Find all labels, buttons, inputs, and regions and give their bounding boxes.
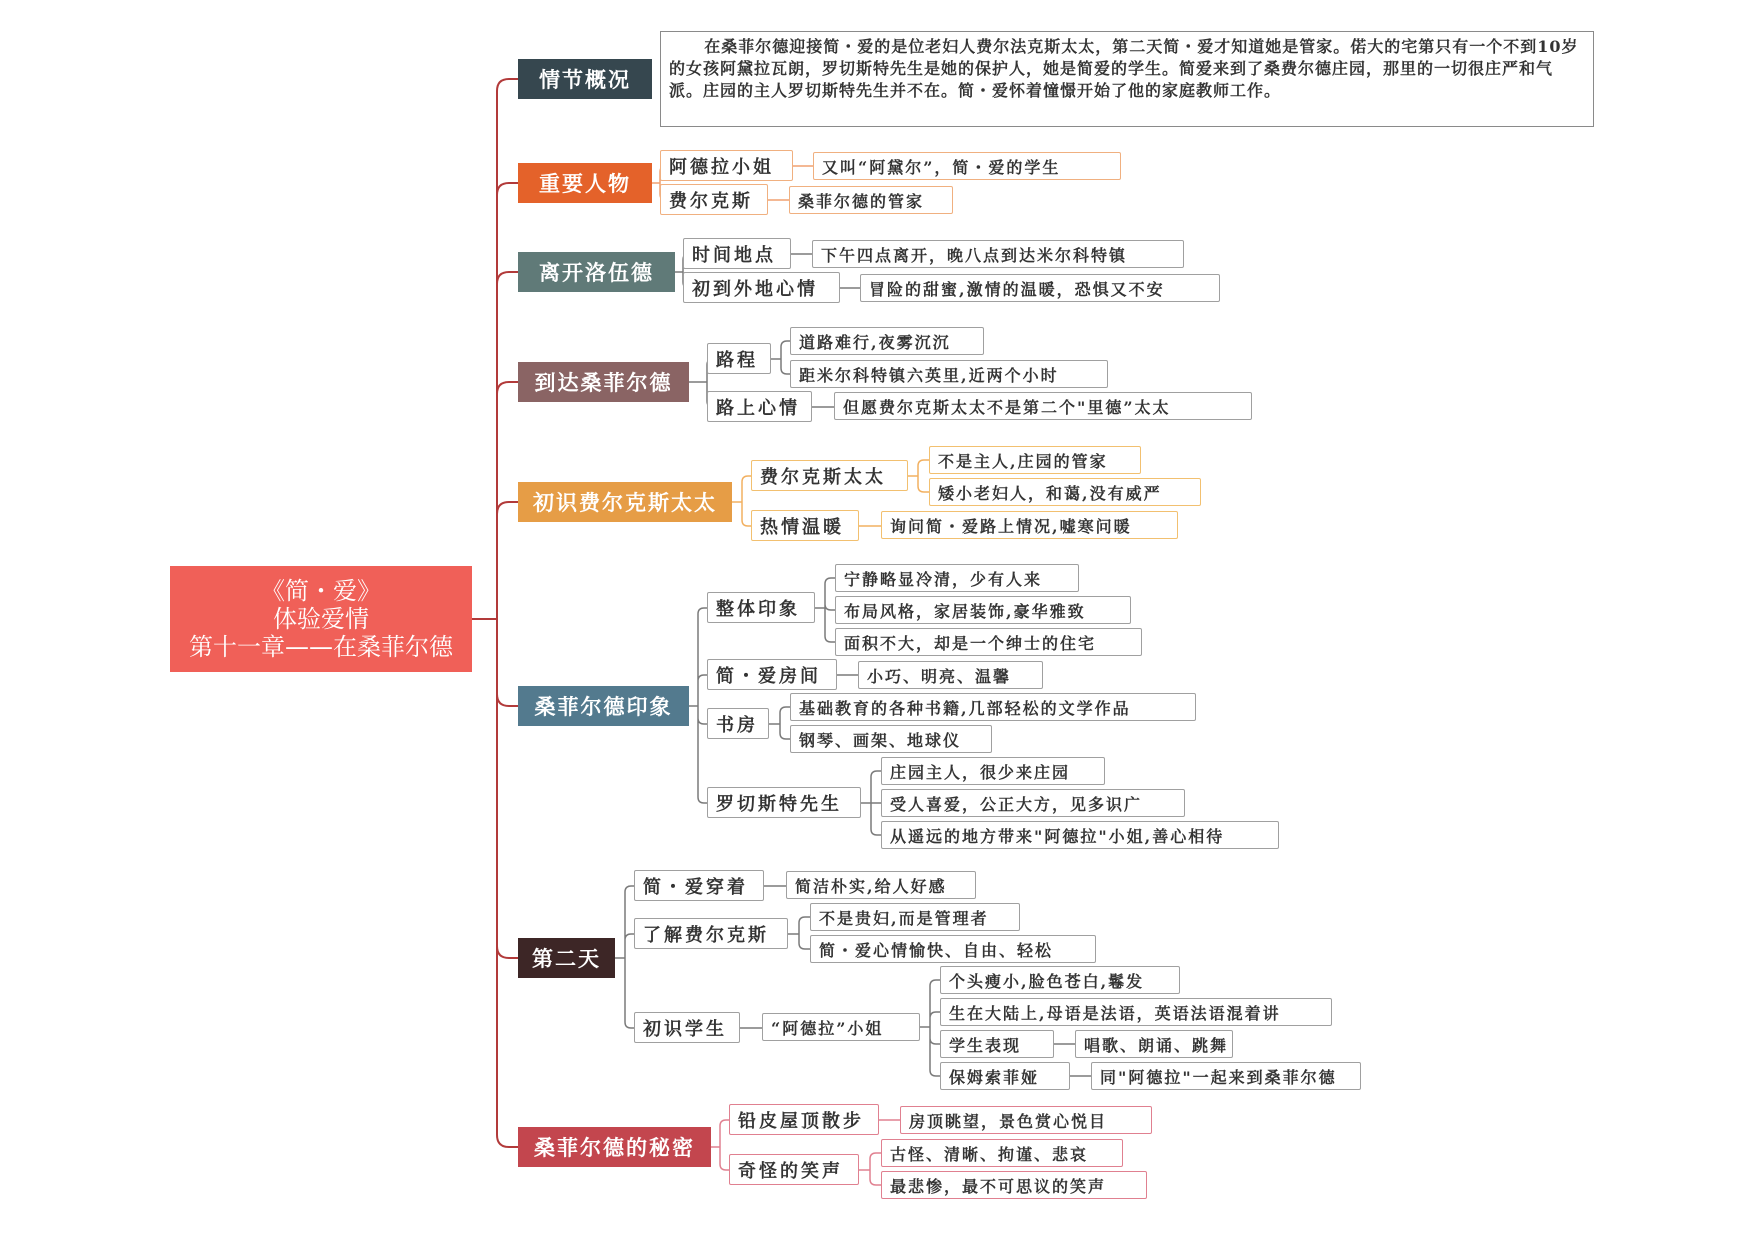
arrive-mood[interactable]: 路上心情 [707,391,812,422]
connector [771,341,790,374]
root-title: 《简・爱》 [261,577,381,605]
meet-mrs-fairfax[interactable]: 费尔克斯太太 [751,460,908,491]
secret-roof-walk-detail: 房顶眺望，景色赏心悦目 [900,1106,1152,1134]
connector [815,578,835,642]
meet-warm-detail: 询问简・爱路上情况,嘘寒问暖 [881,511,1178,539]
secret-strange-laugh[interactable]: 奇怪的笑声 [729,1154,859,1185]
meet-warm[interactable]: 热情温暖 [751,510,859,541]
impression-jane-room-detail: 小巧、明亮、温馨 [858,661,1043,689]
connector [689,608,707,803]
day2-know-fairfax[interactable]: 了解费尔克斯 [634,918,788,949]
day2-know-fairfax-detail-1: 不是贵妇,而是管理者 [810,903,1020,931]
leave-mood-detail: 冒险的甜蜜,激情的温暖，恐惧又不安 [860,274,1220,302]
character-fairfax[interactable]: 费尔克斯 [660,184,768,215]
connector [472,79,518,1147]
connector [908,460,929,492]
day2-adele-mid[interactable]: “阿德拉”小姐 [762,1013,920,1041]
day2-know-fairfax-detail-2: 简・爱心情愉快、自由、轻松 [810,935,1096,963]
leave-mood[interactable]: 初到外地心情 [683,272,840,303]
branch-thornfield-impression[interactable]: 桑菲尔德印象 [518,686,689,726]
secret-strange-laugh-detail-1: 古怪、清晰、拘谨、悲哀 [881,1139,1123,1167]
connector [920,980,940,1076]
character-adele-detail: 又叫“阿黛尔”，简・爱的学生 [813,152,1121,180]
root-topic [170,566,472,672]
branch-plot-overview[interactable]: 情节概况 [518,59,652,99]
impression-overall-detail-3: 面积不大，却是一个绅士的住宅 [835,628,1142,656]
impression-overall-detail-1: 宁静略显冷清，少有人来 [835,564,1079,592]
secret-roof-walk[interactable]: 铅皮屋顶散步 [729,1104,879,1135]
branch-leave-lowood[interactable]: 离开洛伍德 [518,252,675,292]
character-fairfax-detail: 桑菲尔德的管家 [789,186,953,214]
impression-overall[interactable]: 整体印象 [707,592,815,623]
plot-overview-text: 在桑菲尔德迎接简・爱的是位老妇人费尔法克斯太太，第二天简・爱才知道她是管家。偌大的宅第只有一个不到10岁的女孩阿黛拉瓦朗，罗切斯特先生是她的保护人，她是简爱的学生。简爱来到了桑费尔德庄园，那里的一切很庄严和气派。庄园的主人罗切斯特先生并不在。简・爱怀着憧憬开始了他的家庭教师工作。 [660,31,1594,127]
connector [615,886,634,1028]
impression-study[interactable]: 书房 [707,708,769,739]
character-adele[interactable]: 阿德拉小姐 [660,150,793,181]
meet-mrs-fairfax-detail-2: 矮小老妇人，和蔼,没有威严 [929,478,1201,506]
root-subtitle: 体验爱情 [273,605,369,633]
impression-jane-room[interactable]: 简・爱房间 [707,659,837,690]
day2-adele-detail-2: 生在大陆上,母语是法语，英语法语混着讲 [940,998,1332,1026]
day2-meet-student[interactable]: 初识学生 [634,1012,740,1043]
impression-rochester[interactable]: 罗切斯特先生 [707,787,861,818]
day2-adele-detail-1: 个头瘦小,脸色苍白,鬈发 [940,966,1180,994]
branch-characters[interactable]: 重要人物 [518,163,652,203]
connector [769,707,790,739]
secret-strange-laugh-detail-2: 最悲惨，最不可思议的笑声 [881,1171,1147,1199]
connector [859,1153,881,1185]
day2-clothes[interactable]: 简・爱穿着 [634,870,764,901]
arrive-journey-detail-2: 距米尔科特镇六英里,近两个小时 [790,360,1108,388]
day2-adele-performance-detail: 唱歌、朗诵、跳舞 [1075,1030,1233,1058]
leave-time-place-detail: 下午四点离开，晚八点到达米尔科特镇 [812,240,1184,268]
impression-rochester-detail-2: 受人喜爱，公正大方，见多识广 [881,789,1185,817]
connector [711,1120,729,1170]
connector [788,917,810,949]
branch-meet-fairfax[interactable]: 初识费尔克斯太太 [518,482,732,522]
arrive-journey-detail-1: 道路难行,夜雾沉沉 [790,327,984,355]
day2-clothes-detail: 简洁朴实,给人好感 [786,871,976,899]
connector [732,476,751,526]
day2-nanny-sophie[interactable]: 保姆索菲娅 [940,1062,1070,1090]
impression-study-detail-2: 钢琴、画架、地球仪 [790,725,992,753]
impression-rochester-detail-1: 庄园主人，很少来庄园 [881,757,1105,785]
impression-rochester-detail-3: 从遥远的地方带来"阿德拉"小姐,善心相待 [881,821,1279,849]
impression-overall-detail-2: 布局风格，家居装饰,豪华雅致 [835,596,1131,624]
impression-study-detail-1: 基础教育的各种书籍,几部轻松的文学作品 [790,693,1196,721]
arrive-journey[interactable]: 路程 [707,343,771,374]
meet-mrs-fairfax-detail-1: 不是主人,庄园的管家 [929,446,1141,474]
root-chapter: 第十一章——在桑菲尔德 [189,633,453,661]
day2-adele-performance[interactable]: 学生表现 [940,1030,1054,1058]
day2-nanny-sophie-detail: 同"阿德拉"一起来到桑菲尔德 [1091,1062,1361,1090]
branch-arrive-thornfield[interactable]: 到达桑菲尔德 [518,362,689,402]
branch-second-day[interactable]: 第二天 [518,938,615,978]
arrive-mood-detail: 但愿费尔克斯太太不是第二个"里德”太太 [834,392,1252,420]
branch-thornfield-secret[interactable]: 桑菲尔德的秘密 [518,1127,711,1167]
connector [861,771,881,835]
leave-time-place[interactable]: 时间地点 [683,238,791,269]
